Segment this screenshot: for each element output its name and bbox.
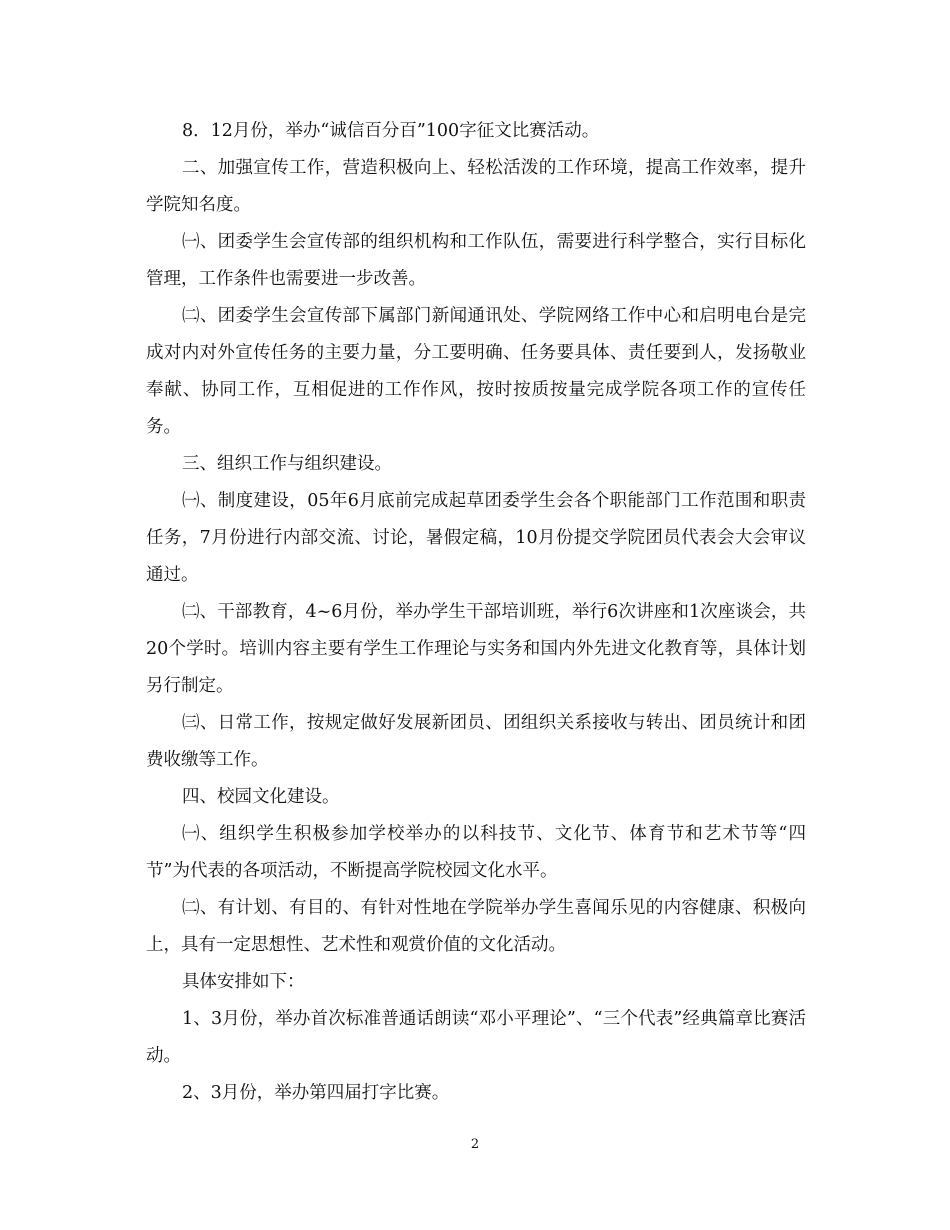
paragraph-culture-2: ㈡、有计划、有目的、有针对性地在学院举办学生喜闻乐见的内容健康、积极向上，具有一定思想性、艺术性和观赏价值的文化活动。 [146, 898, 806, 955]
paragraph-organization-3: ㈢、日常工作，按规定做好发展新团员、团组织关系接收与转出、团员统计和团费收缴等工作。 [146, 713, 806, 770]
paragraph-item-8: 8．12月份，举办“诚信百分百”100字征文比赛活动。 [182, 121, 600, 141]
section-heading-publicity: 二、加强宣传工作，营造积极向上、轻松活泼的工作环境，提高工作效率，提升学院知名度。 [146, 158, 806, 215]
paragraph-culture-1: ㈠、组织学生积极参加学校举办的以科技节、文化节、体育节和艺术节等“四节”为代表的各项活动，不断提高学院校园文化水平。 [146, 824, 806, 881]
document-body [146, 113, 806, 1112]
paragraph-publicity-1: ㈠、团委学生会宣传部的组织机构和工作队伍，需要进行科学整合，实行目标化管理，工作条件也需要进一步改善。 [146, 232, 806, 289]
paragraph-arrangement-2: 2、3月份，举办第四届打字比赛。 [182, 1083, 450, 1103]
paragraph-organization-2: ㈡、干部教育，4~6月份，举办学生干部培训班，举行6次讲座和1次座谈会，共20个学时。培训内容主要有学生工作理论与实务和国内外先进文化教育等，具体计划另行制定。 [146, 602, 806, 696]
paragraph-arrangement-1: 1、3月份，举办首次标准普通话朗读“邓小平理论”、“三个代表”经典篇章比赛活动。 [146, 1009, 806, 1066]
paragraph-publicity-2: ㈡、团委学生会宣传部下属部门新闻通讯处、学院网络工作中心和启明电台是完成对内对外宣传任务的主要力量，分工要明确、任务要具体、责任要到人，发扬敬业奉献、协同工作，互相促进的工作作风，按时按质按量完成学院各项工作的宣传任务。 [146, 306, 806, 437]
page-number: 2 [470, 1137, 480, 1152]
paragraph-organization-1: ㈠、制度建设，05年6月底前完成起草团委学生会各个职能部门工作范围和职责任务，7月份进行内部交流、讨论，暑假定稿，10月份提交学院团员代表会大会审议通过。 [146, 491, 806, 585]
section-heading-organization: 三、组织工作与组织建设。 [182, 454, 392, 474]
section-heading-culture: 四、校园文化建设。 [182, 787, 340, 807]
paragraph-arrangement-intro: 具体安排如下： [182, 972, 305, 992]
